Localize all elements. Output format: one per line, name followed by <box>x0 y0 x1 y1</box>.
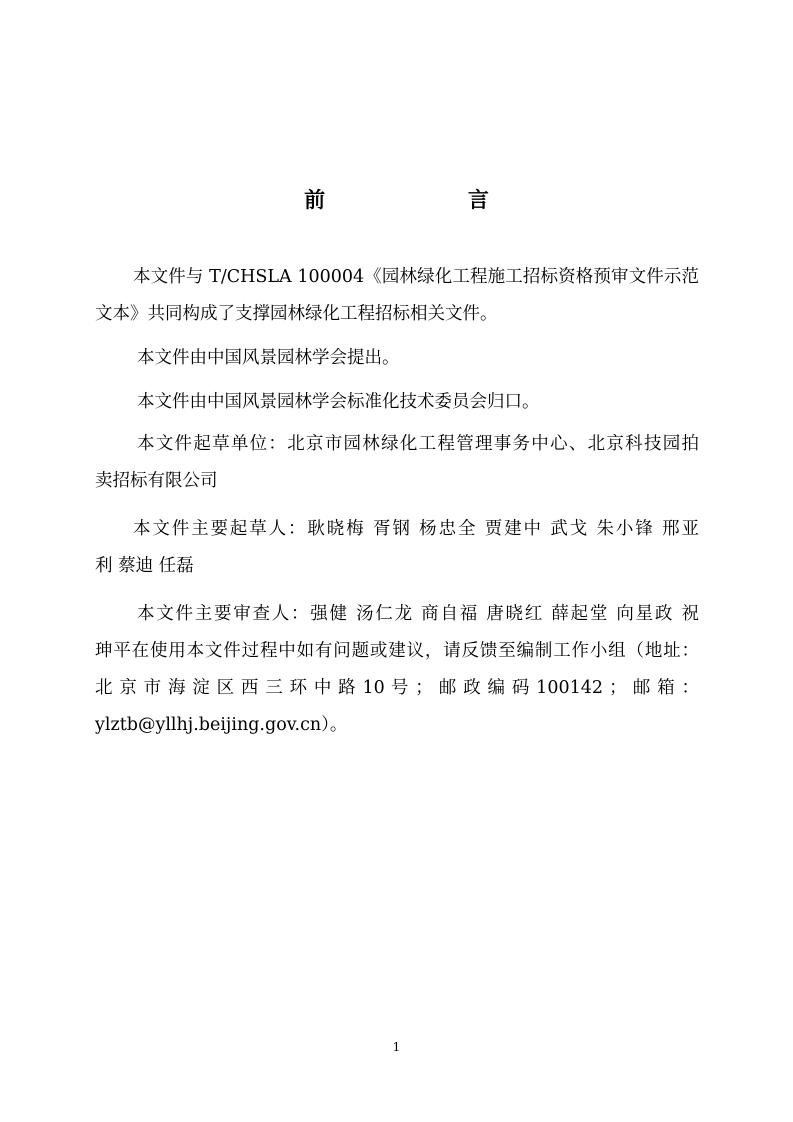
paragraph-line: ylztb@yllhj.beijing.gov.cn）。 <box>95 715 348 735</box>
paragraph-proposer <box>95 340 699 377</box>
paragraph-line: 本文件起草单位：北京市园林绿化工程管理事务中心、北京科技园拍 <box>137 434 699 454</box>
paragraph-drafting-units <box>95 426 699 500</box>
page-title: 前 言 <box>304 187 523 212</box>
paragraph-line: 文本》共同构成了支撑园林绿化工程招标相关文件。 <box>95 304 498 324</box>
paragraph-line: 北 京 市 海 淀 区 西 三 环 中 路 10 号 ； 邮 政 编 码 100142 ； 邮 箱 ： <box>95 678 699 698</box>
paragraph-line: 利 蔡迪 任磊 <box>95 556 194 576</box>
page-number: 1 <box>392 1040 401 1054</box>
paragraph-line: 珅平在使用本文件过程中如有问题或建议，请反馈至编制工作小组（地址： <box>95 641 699 661</box>
paragraph-line: 本文件主要审查人：强健 汤仁龙 商自福 唐晓红 薛起堂 向星政 祝 <box>137 604 699 624</box>
paragraph-intro <box>95 259 699 333</box>
paragraph-line: 本文件主要起草人：耿晓梅 胥钢 杨忠全 贾建中 武戈 朱小锋 邢亚 <box>133 519 699 539</box>
paragraph-line: 本文件由中国风景园林学会提出。 <box>137 348 400 368</box>
paragraph-line: 本文件与 T/CHSLA 100004《园林绿化工程施工招标资格预审文件示范 <box>133 267 699 287</box>
paragraph-drafters <box>95 511 699 585</box>
paragraph-line: 本文件由中国风景园林学会标准化技术委员会归口。 <box>137 392 540 412</box>
paragraph-committee <box>95 384 699 421</box>
paragraph-reviewers <box>95 596 699 744</box>
paragraph-line: 卖招标有限公司 <box>95 471 218 491</box>
